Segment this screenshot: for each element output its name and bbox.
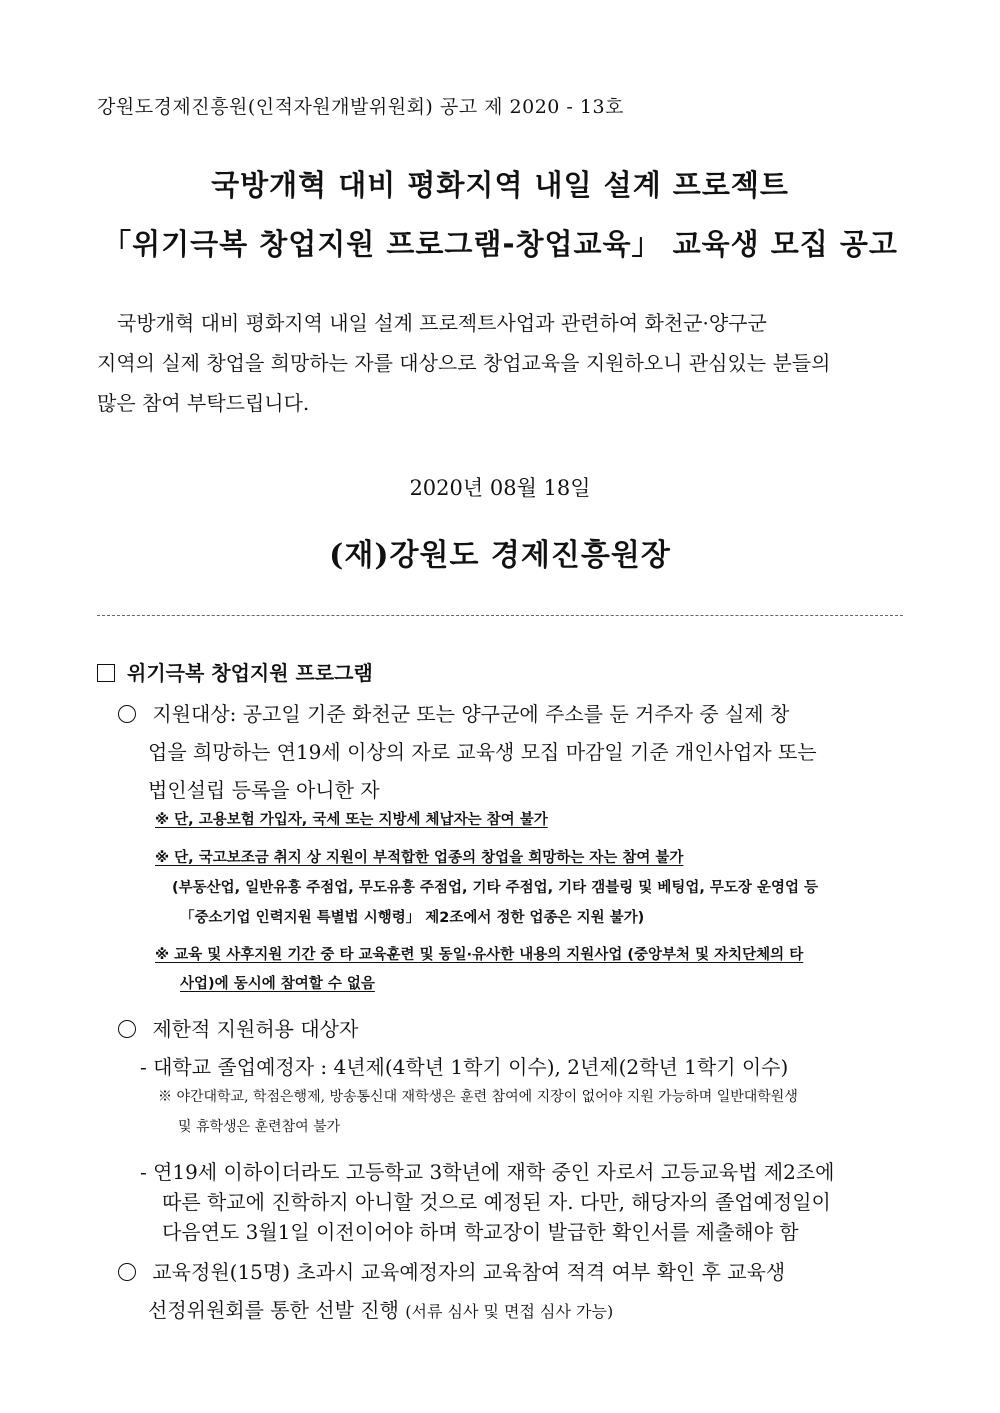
intro-paragraph <box>97 303 907 423</box>
circle-bullet-icon <box>118 1020 136 1038</box>
selection-line-text: 선정위원회를 통한 선발 진행 <box>148 1298 399 1322</box>
note-duplicate-support <box>155 943 803 964</box>
intro-line: 국방개혁 대비 평화지역 내일 설계 프로젝트사업과 관련하여 화천군·양구군 <box>117 311 767 335</box>
selection-line <box>148 1291 613 1331</box>
night-school-note: 및 휴학생은 훈련참여 불가 <box>178 1119 341 1135</box>
note-industry-list: (부동산업, 일반유흥 주점업, 무도유흥 주점업, 기타 주점업, 기타 갬블링 및 베팅업, 무도장 운영업 등 <box>172 880 819 896</box>
issuer-name: (재)강원도 경제진흥원장 <box>329 538 671 573</box>
note-ineligible-insured <box>155 808 548 829</box>
note-text: 사업)에 동시에 참여할 수 없음 <box>180 976 375 992</box>
title-line-2: 「위기극복 창업지원 프로그램-창업교육」 교육생 모집 공고 <box>102 227 898 261</box>
graduate-expected-item: - 대학교 졸업예정자 : 4년제(4학년 1학기 이수), 2년제(2학년 1학기 이수) <box>140 1055 789 1079</box>
note-text: ※ 단, 국고보조금 취지 상 지원이 부적합한 업종의 창업을 희망하는 자는 참여 불가 <box>155 850 684 866</box>
high-school-item: 따른 학교에 진학하지 아니할 것으로 예정된 자. 다만, 해당자의 졸업예정일이 <box>162 1190 831 1214</box>
note-ineligible-industry <box>155 846 683 867</box>
section-heading <box>97 657 373 686</box>
selection-line-small: (서류 심사 및 면접 심사 가능) <box>405 1302 614 1321</box>
section-heading-text: 위기극복 창업지원 프로그램 <box>127 661 373 685</box>
support-target-line: 업을 희망하는 연19세 이상의 자로 교육생 모집 마감일 기준 개인사업자 또는 <box>148 740 817 764</box>
note-industry-list: 「중소기업 인력지원 특별법 시행령」 제2조에서 정한 업종은 지원 불가) <box>180 910 645 926</box>
intro-line: 많은 참여 부탁드립니다. <box>97 391 310 415</box>
limited-eligibility-heading: 제한적 지원허용 대상자 <box>152 1017 359 1041</box>
support-target-line: 법인설립 등록을 아니한 자 <box>148 778 380 802</box>
selection-item <box>118 1253 785 1291</box>
title-line-1: 국방개혁 대비 평화지역 내일 설계 프로젝트 <box>211 168 789 202</box>
notice-number: 강원도경제진흥원(인적자원개발위원회) 공고 제 2020 - 13호 <box>97 96 624 118</box>
announcement-date: 2020년 08월 18일 <box>409 476 591 500</box>
intro-line: 지역의 실제 창업을 희망하는 자를 대상으로 창업교육을 지원하오니 관심있는 분들의 <box>97 351 831 375</box>
circle-bullet-icon <box>118 1263 136 1281</box>
high-school-item: 다음연도 3월1일 이전이어야 하며 학교장이 발급한 확인서를 제출해야 함 <box>162 1220 799 1244</box>
dashed-divider <box>97 615 903 616</box>
square-bullet-icon <box>97 664 115 682</box>
support-target-line: 지원대상: 공고일 기준 화천군 또는 양구군에 주소를 둔 거주자 중 실제 창 <box>152 702 790 726</box>
note-duplicate-support-cont <box>180 972 375 993</box>
note-text: ※ 교육 및 사후지원 기간 중 타 교육훈련 및 동일·유사한 내용의 지원사업 (중앙부처 및 자치단체의 타 <box>155 947 804 963</box>
support-target-item <box>118 695 789 733</box>
night-school-note: ※ 야간대학교, 학점은행제, 방송통신대 재학생은 훈련 참여에 지장이 없어야 지원 가능하며 일반대학원생 <box>158 1089 798 1105</box>
high-school-item: - 연19세 이하이더라도 고등학교 3학년에 재학 중인 자로서 고등교육법 제2조에 <box>140 1160 835 1184</box>
limited-eligibility-item <box>118 1010 358 1048</box>
note-text: ※ 단, 고용보험 가입자, 국세 또는 지방세 체납자는 참여 불가 <box>155 812 548 828</box>
selection-line: 교육정원(15명) 초과시 교육예정자의 교육참여 적격 여부 확인 후 교육생 <box>152 1260 786 1284</box>
circle-bullet-icon <box>118 705 136 723</box>
